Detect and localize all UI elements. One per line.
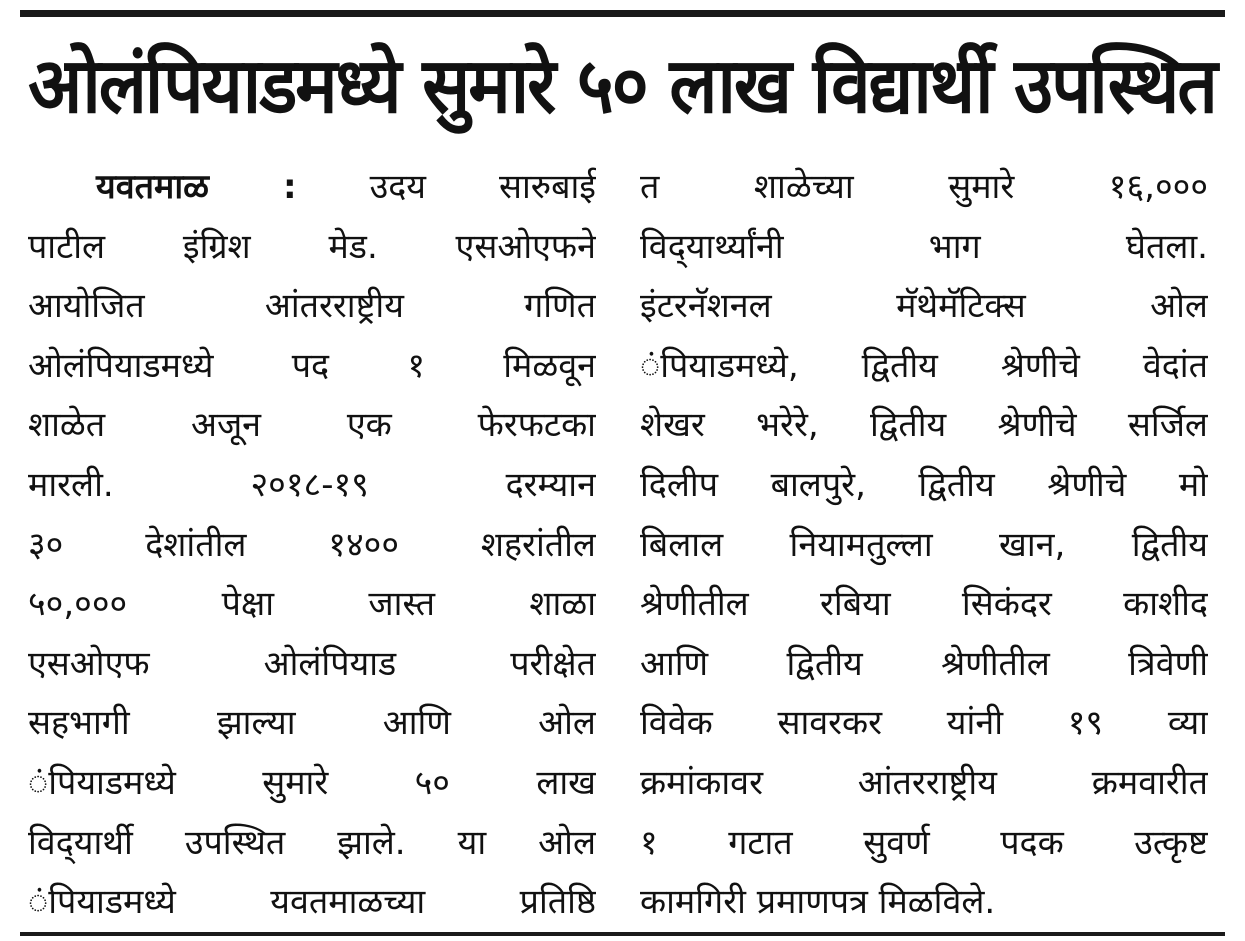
article-line [28,158,596,218]
article-line-text: उदय सारुबाई [369,167,596,207]
article-line: विद्‌यार्थ्यांनी भाग घेतला. [640,226,1208,267]
article-line: सहभागी झाल्या आणि ओल [28,703,596,744]
top-rule [20,10,1225,17]
article-line: इंटरनॅशनल मॅथेमॅटिक्स ओल [640,286,1208,327]
article-line: श्रेणीतील रबिया सिकंदर काशीद [640,584,1208,625]
article-line: ओलंपियाडमध्ये पद १ मिळवून [28,345,596,386]
article-line: विवेक सावरकर यांनी १९ व्या [640,703,1208,744]
article-line: दिलीप बालपुरे, द्वितीय श्रेणीचे मो [640,464,1208,505]
headline: ओलंपियाडमध्ये सुमारे ५० लाख विद्यार्थी उपस्थित [28,40,1216,131]
article-line: ंपियाडमध्ये सुमारे ५० लाख [28,762,596,803]
article-line: कामगिरी प्रमाणपत्र मिळविले. [640,882,996,923]
article-line: शाळेत अजून एक फेरफटका [28,405,596,446]
article-line: मारली. २०१८-१९ दरम्यान [28,464,596,505]
article-line: आणि द्वितीय श्रेणीतील त्रिवेणी [640,643,1208,684]
article-line: विद्‌यार्थी उपस्थित झाले. या ओल [28,822,596,863]
article-line: बिलाल नियामतुल्ला खान, द्वितीय [640,524,1208,565]
article-line: ंपियाडमध्ये, द्वितीय श्रेणीचे वेदांत [640,345,1208,386]
article-line: त शाळेच्या सुमारे १६,००० [640,167,1208,207]
article-line: पाटील इंग्रिश मेड. एसओएफने [28,226,596,267]
article-line: ंपियाडमध्ये यवतमाळच्या प्रतिष्ठि [28,882,596,923]
article-line: शेखर भरेरे, द्वितीय श्रेणीचे सर्जिल [640,405,1208,446]
article-line: एसओएफ ओलंपियाड परीक्षेत [28,643,596,684]
article-line: क्रमांकावर आंतरराष्ट्रीय क्रमवारीत [640,762,1208,803]
article-line: ५०,००० पेक्षा जास्त शाळा [28,584,596,625]
article-column-right [640,158,1208,933]
article-line: ३० देशांतील १४०० शहरांतील [28,524,596,565]
dateline: यवतमाळ : [96,167,297,207]
article-line: १ गटात सुवर्ण पदक उत्कृष्ट [640,822,1208,863]
bottom-rule [20,932,1225,936]
article-line: आयोजित आंतरराष्ट्रीय गणित [28,286,596,327]
article-column-left [28,158,596,933]
